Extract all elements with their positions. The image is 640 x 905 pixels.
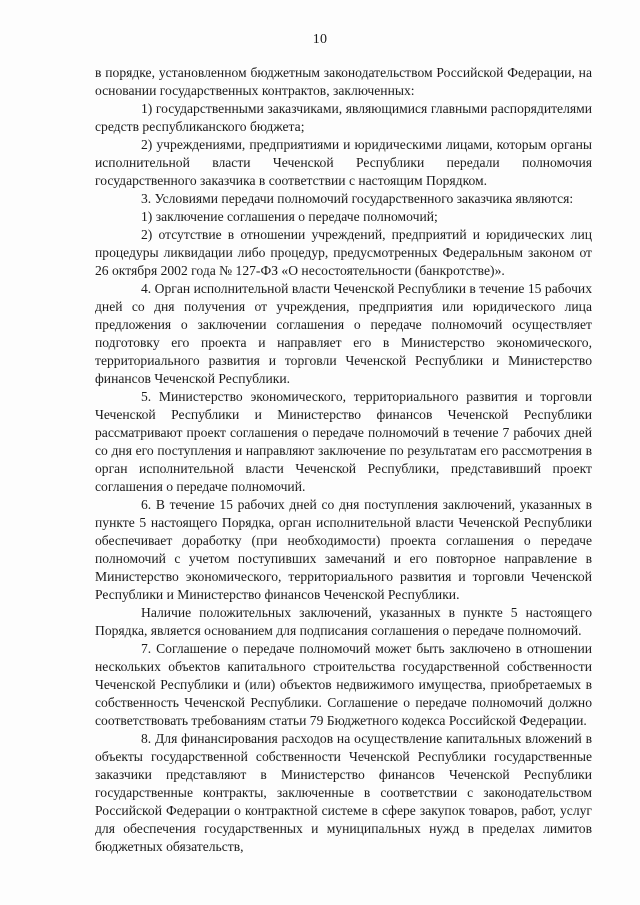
paragraph: в порядке, установленном бюджетным законодательством Российской Федерации, на основании государственных контрактов, заключенных: — [95, 65, 592, 98]
paragraph: 2) отсутствие в отношении учреждений, предприятий и юридических лиц процедуры ликвидации либо процедур, предусмотренных Федеральным законом от 26 октября 2002 года № 127-ФЗ «О несостоятельности (банкротстве)». — [95, 227, 592, 278]
paragraph: 7. Соглашение о передаче полномочий может быть заключено в отношении нескольких объектов капитального строительства государственной собственности Чеченской Республики и (или) объектов недвижимого имущества, приобретаемых в собственность Чеченской Республики. Соглашение о передаче полномочий должно соответствовать требованиям статьи 79 Бюджетного кодекса Российской Федерации. — [95, 641, 592, 728]
paragraph: 6. В течение 15 рабочих дней со дня поступления заключений, указанных в пункте 5 настоящего Порядка, орган исполнительной власти Чеченской Республики обеспечивает доработку (при необходимости) проекта соглашения о передаче полномочий с учетом поступивших замечаний и его повторное направление в Министерство экономического, территориального развития и торговли Чеченской Республики и Министерство финансов Чеченской Республики. — [95, 497, 592, 602]
document-body — [95, 64, 592, 856]
paragraph: 1) государственными заказчиками, являющимися главными распорядителями средств республиканского бюджета; — [95, 101, 592, 134]
paragraph: 4. Орган исполнительной власти Чеченской Республики в течение 15 рабочих дней со дня получения от учреждения, предприятия или юридического лица предложения о заключении соглашения о передаче полномочий осуществляет подготовку его проекта и направляет его в Министерство экономического, территориального развития и торговли Чеченской Республики и Министерство финансов Чеченской Республики. — [95, 281, 592, 386]
paragraph: Наличие положительных заключений, указанных в пункте 5 настоящего Порядка, является основанием для подписания соглашения о передаче полномочий. — [95, 605, 592, 638]
paragraph: 1) заключение соглашения о передаче полномочий; — [141, 209, 438, 224]
paragraph: 8. Для финансирования расходов на осуществление капитальных вложений в объекты государственной собственности Чеченской Республики государственные заказчики представляют в Министерство финансов Чеченской Республики государственные контракты, заключенные в соответствии с законодательством Российской Федерации о контрактной системе в сфере закупок товаров, работ, услуг для обеспечения государственных и муниципальных нужд в пределах лимитов бюджетных обязательств, — [95, 731, 592, 854]
paragraph: 2) учреждениями, предприятиями и юридическими лицами, которым органы исполнительной власти Чеченской Республики передали полномочия государственного заказчика в соответствии с настоящим Порядком. — [95, 137, 592, 188]
page-number: 10 — [312, 32, 328, 47]
paragraph: 5. Министерство экономического, территориального развития и торговли Чеченской Республики и Министерство финансов Чеченской Республики рассматривают проект соглашения о передаче полномочий в течение 7 рабочих дней со дня его поступления и направляют заключение по результатам его рассмотрения в орган исполнительной власти Чеченской Республики, представивший проект соглашения о передаче полномочий. — [95, 389, 592, 494]
paragraph: 3. Условиями передачи полномочий государственного заказчика являются: — [141, 191, 574, 206]
